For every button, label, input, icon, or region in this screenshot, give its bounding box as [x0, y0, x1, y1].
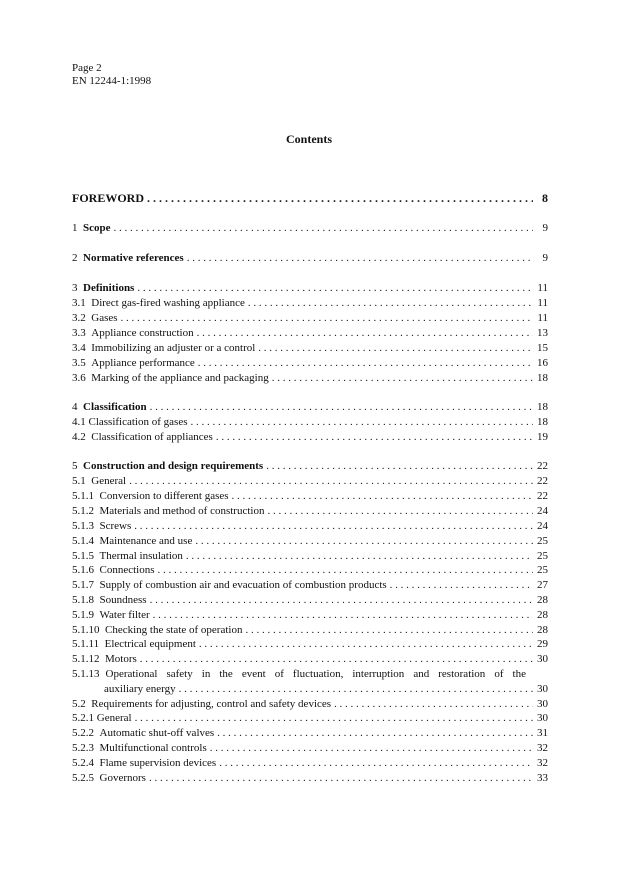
- toc-entry-3-6[interactable]: 3.6 Marking of the appliance and packaging . . . 18: [72, 372, 548, 385]
- toc-entry-5-1-8[interactable]: 5.1.8 Soundness . . . 28: [72, 594, 548, 607]
- table-of-contents: [72, 0, 548, 874]
- standard-number: EN 12244-1:1998: [72, 75, 152, 87]
- toc-entry-5-2-4[interactable]: 5.2.4 Flame supervision devices . . . 32: [72, 757, 548, 770]
- toc-entry-5-1-13[interactable]: 5.1.13 Operational safety in the event of fluctuation, interruption and restoration of the: [72, 668, 526, 680]
- toc-page: 11: [537, 282, 548, 294]
- toc-entry-5-2-3[interactable]: 5.2.3 Multifunctional controls . . . 32: [72, 742, 548, 755]
- toc-foreword[interactable]: [72, 192, 548, 205]
- toc-page: 9: [542, 252, 548, 264]
- toc-label: Normative references: [83, 252, 184, 264]
- toc-entry-5-2-5[interactable]: 5.2.5 Governors . . . 33: [72, 772, 548, 785]
- toc-num: 2: [72, 252, 78, 264]
- toc-entry-5-2-2[interactable]: 5.2.2 Automatic shut-off valves . . . 31: [72, 727, 548, 740]
- toc-page: 8: [542, 191, 548, 205]
- toc-entry-5-2[interactable]: 5.2 Requirements for adjusting, control and safety devices . . . 30: [72, 698, 548, 711]
- toc-entry-5-1-1[interactable]: 5.1.1 Conversion to different gases . . . 22: [72, 490, 548, 503]
- toc-label: FOREWORD: [72, 191, 144, 205]
- toc-entry-5-1-9[interactable]: 5.1.9 Water filter . . . 28: [72, 609, 548, 622]
- toc-entry-3-1[interactable]: 3.1 Direct gas-fired washing appliance . . . 11: [72, 297, 548, 310]
- toc-entry-1[interactable]: [72, 222, 548, 235]
- toc-label: Definitions: [83, 282, 135, 294]
- toc-entry-5-1-6[interactable]: 5.1.6 Connections . . . 25: [72, 564, 548, 577]
- toc-entry-5-1-11[interactable]: 5.1.11 Electrical equipment . . . 29: [72, 638, 548, 651]
- toc-entry-3[interactable]: [72, 282, 548, 295]
- toc-entry-3-2[interactable]: 3.2 Gases . . . 11: [72, 312, 548, 325]
- toc-entry-5-1-7[interactable]: 5.1.7 Supply of combustion air and evacuation of combustion products . . . 27: [72, 579, 548, 592]
- toc-entry-5-1-2[interactable]: 5.1.2 Materials and method of construction . . . 24: [72, 505, 548, 518]
- toc-num: 3: [72, 282, 78, 294]
- page-number: Page 2: [72, 62, 102, 74]
- toc-entry-5-1[interactable]: 5.1 General . . . 22: [72, 475, 548, 488]
- page-title: Contents: [285, 132, 332, 146]
- toc-label: Scope: [83, 222, 111, 234]
- toc-entry-5-1-5[interactable]: 5.1.5 Thermal insulation . . . 25: [72, 550, 548, 563]
- toc-entry-4-2[interactable]: 4.2 Classification of appliances . . . 19: [72, 431, 548, 444]
- toc-entry-2[interactable]: [72, 252, 548, 265]
- toc-page: 9: [542, 222, 548, 234]
- toc-entry-5-2-1[interactable]: 5.2.1 General . . . 30: [72, 712, 548, 725]
- toc-entry-5-1-13-cont[interactable]: auxiliary energy . . . 30: [104, 683, 548, 696]
- toc-entry-3-3[interactable]: 3.3 Appliance construction . . . 13: [72, 327, 548, 340]
- toc-entry-5[interactable]: 5 Construction and design requirements . . . 22: [72, 460, 548, 473]
- toc-entry-5-1-12[interactable]: 5.1.12 Motors . . . 30: [72, 653, 548, 666]
- toc-entry-4[interactable]: 4 Classification . . . 18: [72, 401, 548, 414]
- toc-entry-5-1-10[interactable]: 5.1.10 Checking the state of operation . . . 28: [72, 624, 548, 637]
- toc-entry-5-1-4[interactable]: 5.1.4 Maintenance and use . . . 25: [72, 535, 548, 548]
- toc-num: 1: [72, 222, 78, 234]
- toc-entry-4-1[interactable]: 4.1 Classification of gases . . . 18: [72, 416, 548, 429]
- toc-entry-3-5[interactable]: 3.5 Appliance performance . . . 16: [72, 357, 548, 370]
- toc-entry-3-4[interactable]: 3.4 Immobilizing an adjuster or a control . . . 15: [72, 342, 548, 355]
- toc-entry-5-1-3[interactable]: 5.1.3 Screws . . . 24: [72, 520, 548, 533]
